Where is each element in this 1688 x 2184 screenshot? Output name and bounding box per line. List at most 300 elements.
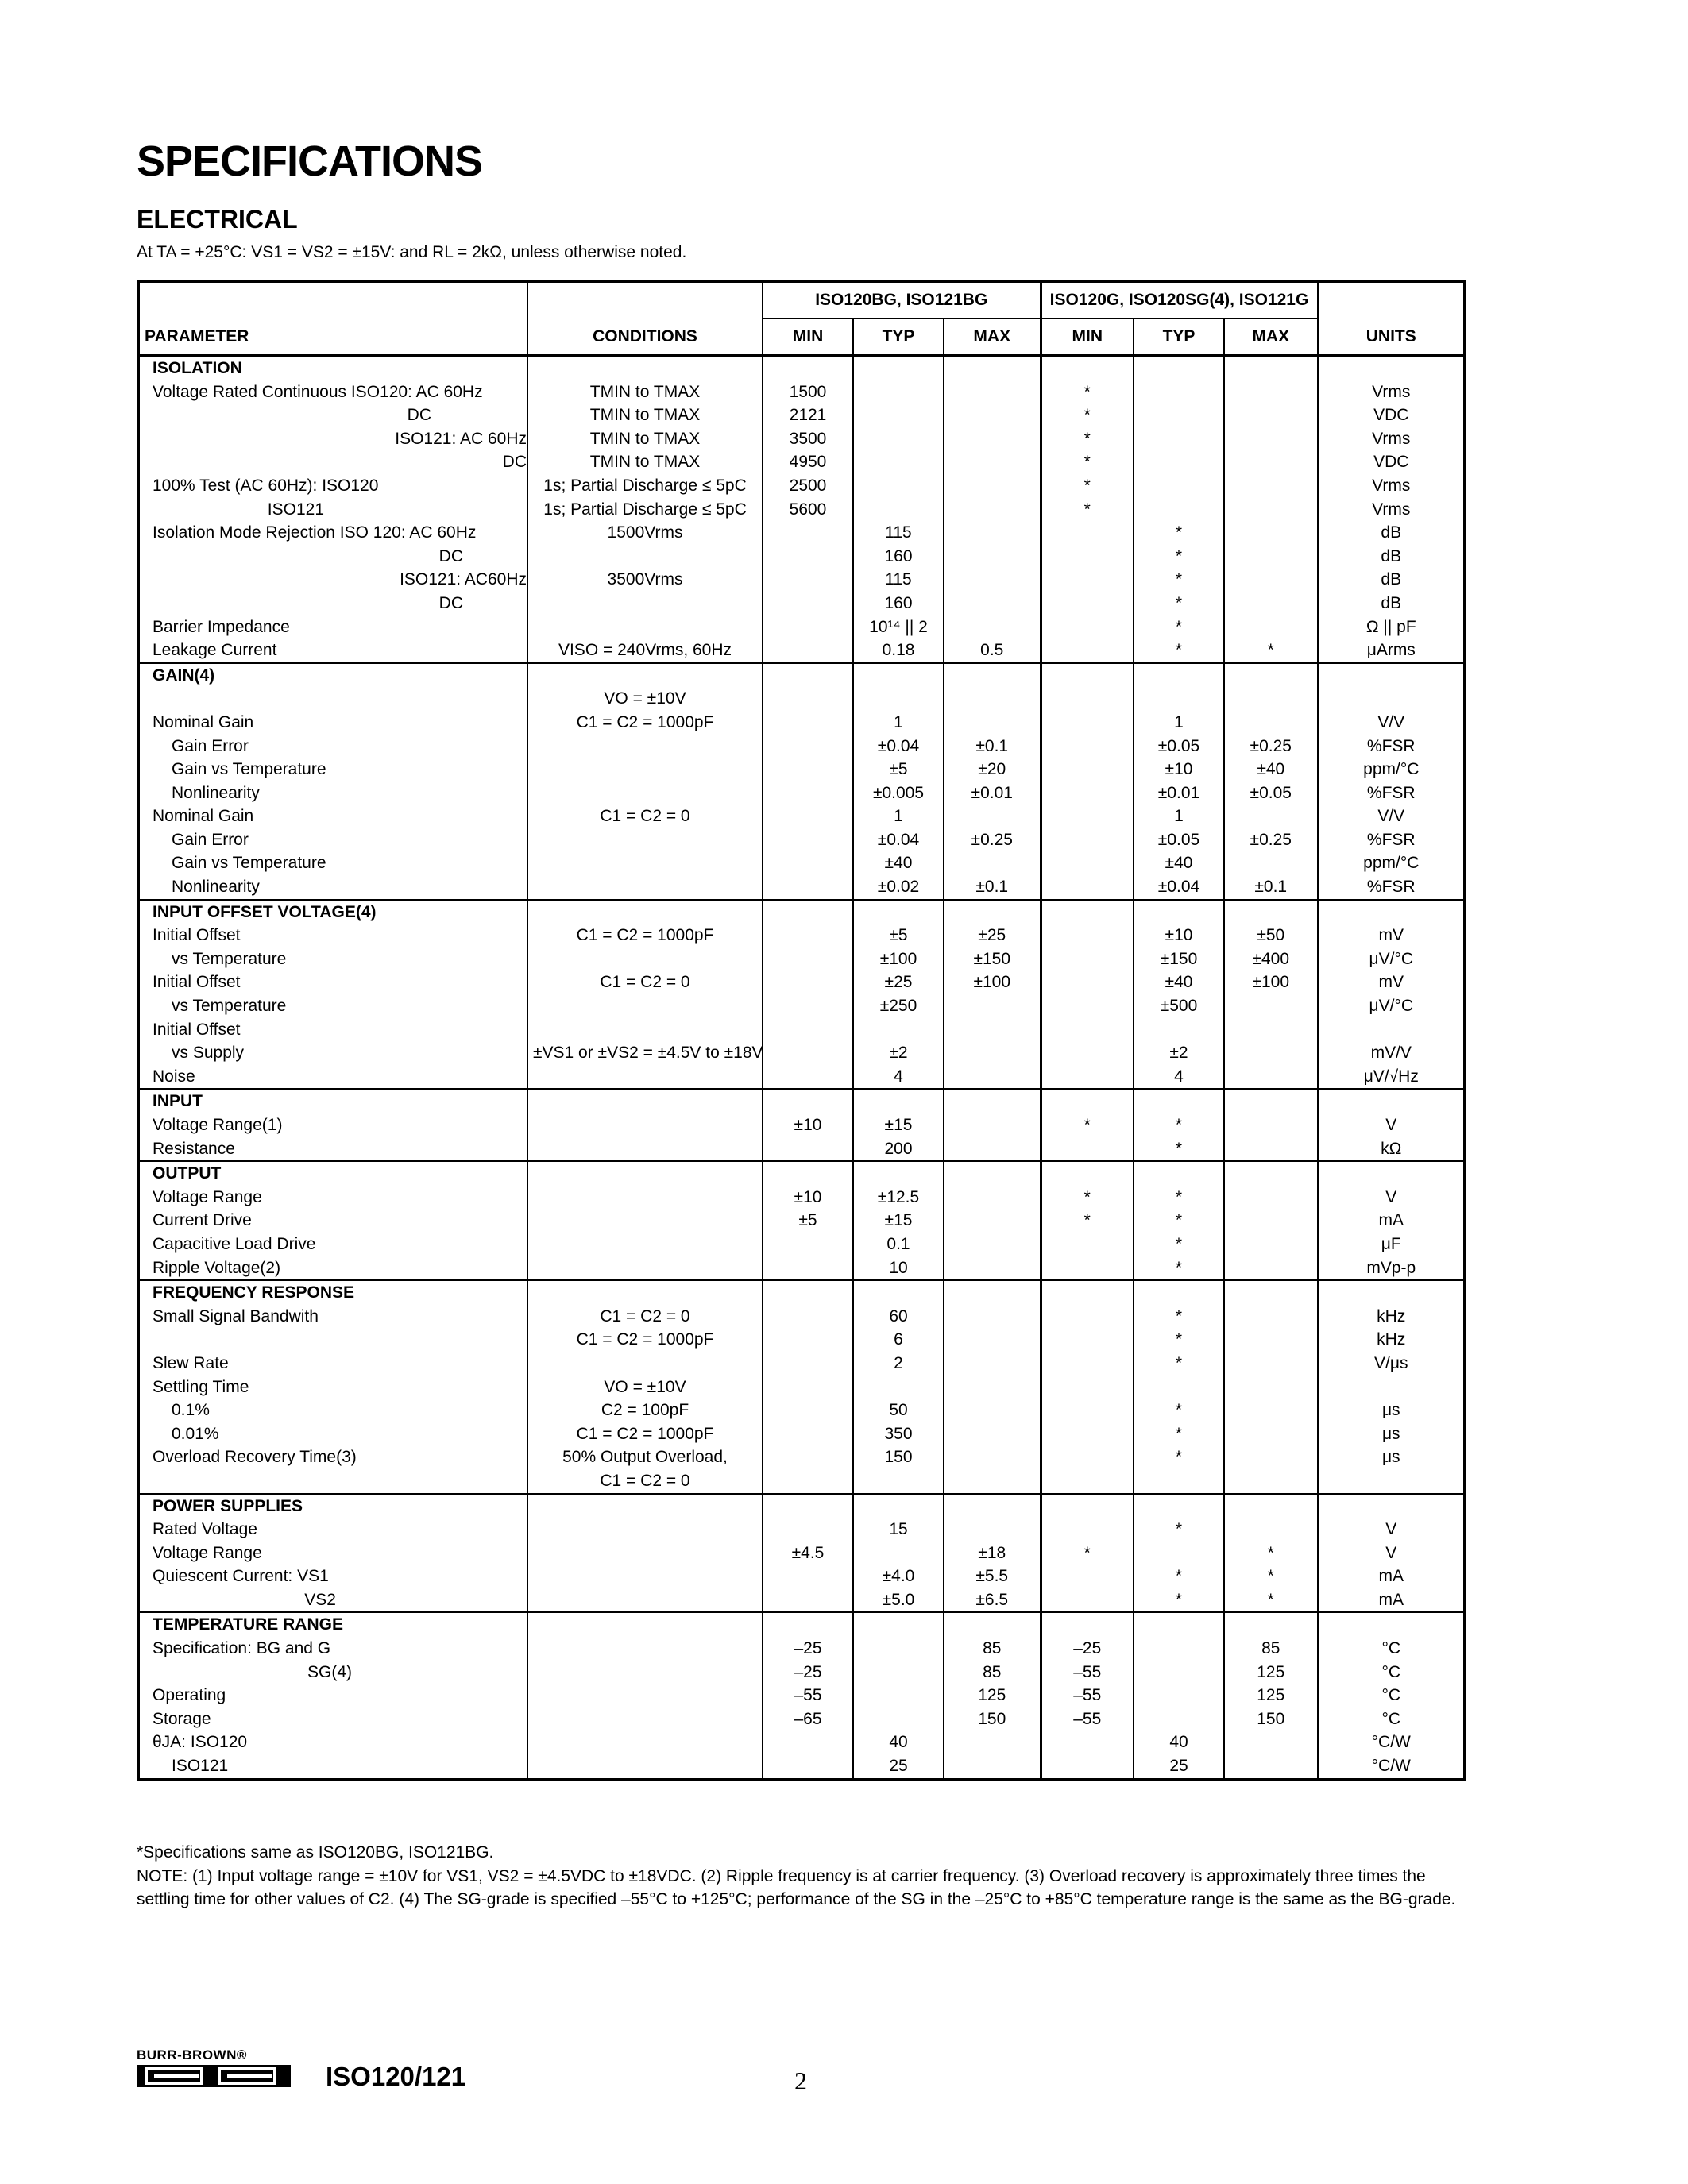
value-cell xyxy=(763,758,853,781)
value-cell xyxy=(1041,875,1134,900)
units-cell: Vrms xyxy=(1318,427,1465,451)
value-cell xyxy=(763,1754,853,1780)
value-cell: –25 xyxy=(763,1661,853,1684)
table-row xyxy=(138,781,1465,805)
value-cell xyxy=(763,1422,853,1446)
table-row xyxy=(138,1376,1465,1399)
param-label: Current Drive xyxy=(153,1211,252,1230)
col-header-min: MIN xyxy=(1041,318,1134,356)
param-label: Capacitive Load Drive xyxy=(153,1234,316,1253)
param-label: Small Signal Bandwith xyxy=(153,1306,319,1325)
condition-cell: C1 = C2 = 1000pF xyxy=(527,1328,763,1352)
value-cell xyxy=(763,1256,853,1281)
value-cell xyxy=(1224,1256,1318,1281)
value-cell: ±0.05 xyxy=(1134,735,1224,758)
units-cell: μArms xyxy=(1318,639,1465,663)
condition-cell xyxy=(527,781,763,805)
value-cell: 50 xyxy=(853,1399,944,1422)
value-cell xyxy=(944,1209,1041,1233)
value-cell: 2121 xyxy=(763,403,853,427)
value-cell xyxy=(1224,1422,1318,1446)
param-label: 0.1% xyxy=(172,1401,210,1420)
units-cell: V xyxy=(1318,1518,1465,1542)
value-cell xyxy=(944,615,1041,639)
value-cell xyxy=(763,994,853,1018)
value-cell xyxy=(1224,498,1318,522)
col-header-parameter: PARAMETER xyxy=(138,318,527,356)
param-label: Overload Recovery Time(3) xyxy=(153,1448,357,1467)
value-cell xyxy=(1041,1065,1134,1090)
value-cell xyxy=(1041,947,1134,971)
condition-cell: C1 = C2 = 0 xyxy=(527,970,763,994)
table-row xyxy=(138,615,1465,639)
section-title: OUTPUT xyxy=(153,1164,222,1183)
value-cell: ±40 xyxy=(1134,970,1224,994)
units-cell: ppm/°C xyxy=(1318,851,1465,875)
value-cell xyxy=(944,805,1041,828)
value-cell: ±0.05 xyxy=(1224,781,1318,805)
value-cell xyxy=(763,1328,853,1352)
table-row xyxy=(138,380,1465,404)
value-cell: * xyxy=(1041,474,1134,498)
value-cell: ±12.5 xyxy=(853,1186,944,1210)
value-cell xyxy=(944,851,1041,875)
value-cell xyxy=(1224,1186,1318,1210)
units-cell: kΩ xyxy=(1318,1137,1465,1162)
value-cell xyxy=(944,1137,1041,1162)
param-label xyxy=(138,1469,527,1494)
value-cell xyxy=(1041,1256,1134,1281)
table-row xyxy=(138,711,1465,735)
value-cell xyxy=(944,1352,1041,1376)
value-cell xyxy=(944,498,1041,522)
section-header-row xyxy=(138,1280,1465,1305)
units-cell: Vrms xyxy=(1318,498,1465,522)
value-cell: * xyxy=(1134,521,1224,545)
value-cell: * xyxy=(1134,1137,1224,1162)
table-row xyxy=(138,1422,1465,1446)
section-header-row xyxy=(138,900,1465,924)
value-cell: * xyxy=(1134,1209,1224,1233)
value-cell xyxy=(763,781,853,805)
value-cell xyxy=(1224,1305,1318,1329)
value-cell: ±0.25 xyxy=(944,828,1041,852)
value-cell xyxy=(1224,592,1318,615)
condition-cell xyxy=(527,1588,763,1613)
value-cell: * xyxy=(1134,1352,1224,1376)
value-cell: ±100 xyxy=(944,970,1041,994)
value-cell xyxy=(1134,427,1224,451)
value-cell: * xyxy=(1134,592,1224,615)
value-cell xyxy=(1134,1376,1224,1399)
condition-cell xyxy=(527,1113,763,1137)
table-row xyxy=(138,1113,1465,1137)
param-label: vs Temperature xyxy=(172,949,287,968)
section-header-row xyxy=(138,1089,1465,1113)
value-cell xyxy=(944,1113,1041,1137)
condition-cell: TMIN to TMAX xyxy=(527,403,763,427)
table-row xyxy=(138,875,1465,900)
value-cell xyxy=(1041,805,1134,828)
value-cell: * xyxy=(1134,1422,1224,1446)
value-cell xyxy=(944,1041,1041,1065)
value-cell xyxy=(1224,403,1318,427)
value-cell xyxy=(1224,615,1318,639)
value-cell: 0.18 xyxy=(853,639,944,663)
value-cell: 25 xyxy=(853,1754,944,1780)
value-cell xyxy=(1041,924,1134,947)
value-cell xyxy=(944,380,1041,404)
value-cell: * xyxy=(1134,545,1224,569)
value-cell xyxy=(944,687,1041,711)
value-cell: 2500 xyxy=(763,474,853,498)
value-cell xyxy=(944,1328,1041,1352)
units-cell xyxy=(1318,1376,1465,1399)
value-cell: ±0.1 xyxy=(1224,875,1318,900)
value-cell xyxy=(1224,1209,1318,1233)
units-cell: V/V xyxy=(1318,711,1465,735)
value-cell: ±2 xyxy=(853,1041,944,1065)
value-cell xyxy=(763,1588,853,1613)
value-cell: ±0.1 xyxy=(944,735,1041,758)
condition-cell xyxy=(527,1731,763,1754)
param-label: θJA: ISO120 xyxy=(153,1733,248,1752)
value-cell: ±25 xyxy=(944,924,1041,947)
value-cell xyxy=(1224,1754,1318,1780)
value-cell xyxy=(1041,521,1134,545)
notes xyxy=(137,1841,1463,1912)
units-cell: %FSR xyxy=(1318,875,1465,900)
value-cell xyxy=(1134,687,1224,711)
condition-cell: C1 = C2 = 1000pF xyxy=(527,711,763,735)
value-cell xyxy=(1041,851,1134,875)
table-row xyxy=(138,758,1465,781)
value-cell xyxy=(763,970,853,994)
value-cell xyxy=(853,1707,944,1731)
value-cell: ±10 xyxy=(1134,924,1224,947)
value-cell xyxy=(1224,1233,1318,1256)
value-cell xyxy=(944,1754,1041,1780)
param-label: Gain vs Temperature xyxy=(172,760,326,779)
value-cell xyxy=(1224,1113,1318,1137)
value-cell: 1500 xyxy=(763,380,853,404)
value-cell: ±5.5 xyxy=(944,1565,1041,1588)
condition-cell: 1s; Partial Discharge ≤ 5pC xyxy=(527,474,763,498)
param-label: Gain Error xyxy=(172,736,249,755)
condition-cell xyxy=(527,1707,763,1731)
units-cell: VDC xyxy=(1318,403,1465,427)
units-cell: %FSR xyxy=(1318,828,1465,852)
value-cell xyxy=(1134,498,1224,522)
value-cell: 1 xyxy=(853,711,944,735)
value-cell xyxy=(1134,1637,1224,1661)
value-cell xyxy=(1224,1018,1318,1042)
condition-cell: 50% Output Overload, xyxy=(527,1445,763,1469)
value-cell xyxy=(763,1018,853,1042)
param-label: Initial Offset xyxy=(153,1020,241,1039)
units-cell: °C xyxy=(1318,1661,1465,1684)
value-cell: ±40 xyxy=(1134,851,1224,875)
value-cell: * xyxy=(1041,1542,1134,1565)
value-cell xyxy=(944,994,1041,1018)
condition-cell xyxy=(527,615,763,639)
value-cell xyxy=(944,1256,1041,1281)
condition-cell xyxy=(527,994,763,1018)
condition-cell: VISO = 240Vrms, 60Hz xyxy=(527,639,763,663)
units-cell: kHz xyxy=(1318,1328,1465,1352)
section-header-row xyxy=(138,1494,1465,1518)
value-cell: * xyxy=(1134,1328,1224,1352)
brand-name: BURR-BROWN® xyxy=(137,2047,247,2062)
units-cell: mV/V xyxy=(1318,1041,1465,1065)
table-row xyxy=(138,1518,1465,1542)
section-header-row xyxy=(138,1161,1465,1186)
value-cell: 0.1 xyxy=(853,1233,944,1256)
param-label: Slew Rate xyxy=(153,1353,229,1372)
condition-cell xyxy=(527,851,763,875)
value-cell xyxy=(1224,474,1318,498)
value-cell: 5600 xyxy=(763,498,853,522)
table-row xyxy=(138,1328,1465,1352)
value-cell xyxy=(944,592,1041,615)
units-cell: Ω || pF xyxy=(1318,615,1465,639)
condition-cell: C1 = C2 = 1000pF xyxy=(527,1422,763,1446)
value-cell xyxy=(1041,1305,1134,1329)
value-cell xyxy=(1041,1376,1134,1399)
value-cell: ±100 xyxy=(1224,970,1318,994)
col-header-min: MIN xyxy=(763,318,853,356)
condition-cell: ±VS1 or ±VS2 = ±4.5V to ±18V xyxy=(527,1041,763,1065)
condition-cell xyxy=(527,1518,763,1542)
table-row xyxy=(138,639,1465,663)
units-cell: dB xyxy=(1318,568,1465,592)
value-cell xyxy=(763,639,853,663)
value-cell xyxy=(763,1399,853,1422)
value-cell: ±10 xyxy=(1134,758,1224,781)
value-cell xyxy=(944,1065,1041,1090)
value-cell xyxy=(853,498,944,522)
test-conditions-line: At TA = +25°C: VS1 = VS2 = ±15V: and RL = 2kΩ, unless otherwise noted. xyxy=(137,243,687,261)
value-cell: * xyxy=(1134,1588,1224,1613)
section-header-row xyxy=(138,1612,1465,1637)
param-label: Noise xyxy=(138,1065,527,1090)
units-cell: mVp-p xyxy=(1318,1256,1465,1281)
value-cell xyxy=(853,427,944,451)
table-row xyxy=(138,687,1465,711)
param-label: DC xyxy=(438,546,463,565)
value-cell: * xyxy=(1134,615,1224,639)
param-label: Voltage Range xyxy=(153,1187,262,1206)
units-cell: V xyxy=(1318,1113,1465,1137)
value-cell xyxy=(763,1731,853,1754)
table-row xyxy=(138,1209,1465,1233)
value-cell xyxy=(1041,1137,1134,1162)
value-cell: ±15 xyxy=(853,1209,944,1233)
value-cell: 1 xyxy=(853,805,944,828)
condition-cell xyxy=(527,828,763,852)
value-cell: * xyxy=(1134,639,1224,663)
param-label: Settling Time xyxy=(153,1377,249,1396)
value-cell xyxy=(1041,687,1134,711)
units-cell: VDC xyxy=(1318,450,1465,474)
table-row xyxy=(138,1305,1465,1329)
value-cell: 200 xyxy=(853,1137,944,1162)
condition-cell xyxy=(527,1065,763,1090)
value-cell xyxy=(1041,615,1134,639)
value-cell: 150 xyxy=(853,1445,944,1469)
value-cell xyxy=(944,1399,1041,1422)
units-cell: dB xyxy=(1318,545,1465,569)
table-row xyxy=(138,805,1465,828)
table-row xyxy=(138,568,1465,592)
value-cell xyxy=(1041,828,1134,852)
value-cell: ±100 xyxy=(853,947,944,971)
value-cell: 40 xyxy=(853,1731,944,1754)
value-cell xyxy=(1041,1565,1134,1588)
condition-cell xyxy=(527,1661,763,1684)
value-cell: * xyxy=(1041,450,1134,474)
table-row xyxy=(138,1256,1465,1281)
table-row xyxy=(138,1565,1465,1588)
value-cell xyxy=(1041,1518,1134,1542)
value-cell xyxy=(1134,1707,1224,1731)
value-cell xyxy=(1224,1328,1318,1352)
value-cell xyxy=(763,828,853,852)
param-label: Voltage Range xyxy=(153,1543,262,1562)
value-cell xyxy=(1224,427,1318,451)
value-cell: 85 xyxy=(1224,1637,1318,1661)
param-label: Initial Offset xyxy=(153,926,241,945)
value-cell xyxy=(763,1352,853,1376)
table-row xyxy=(138,1542,1465,1565)
param-label: Barrier Impedance xyxy=(153,617,290,636)
value-cell: * xyxy=(1134,1445,1224,1469)
param-label: Storage xyxy=(153,1709,211,1728)
condition-cell: C1 = C2 = 0 xyxy=(527,1305,763,1329)
note-same-as: *Specifications same as ISO120BG, ISO121BG. xyxy=(137,1843,494,1862)
value-cell: 115 xyxy=(853,521,944,545)
value-cell: ±4.0 xyxy=(853,1565,944,1588)
table-row xyxy=(138,970,1465,994)
condition-cell xyxy=(527,1018,763,1042)
value-cell xyxy=(1041,1352,1134,1376)
units-cell: mV xyxy=(1318,970,1465,994)
value-cell xyxy=(1041,711,1134,735)
value-cell: ±5 xyxy=(853,924,944,947)
units-cell: mA xyxy=(1318,1588,1465,1613)
units-cell: °C xyxy=(1318,1684,1465,1707)
value-cell: ±10 xyxy=(763,1186,853,1210)
param-label: Nonlinearity xyxy=(138,875,527,900)
value-cell: 125 xyxy=(944,1684,1041,1707)
param-label: Leakage Current xyxy=(138,639,527,663)
table-row xyxy=(138,1661,1465,1684)
value-cell xyxy=(944,1469,1041,1494)
part-number: ISO120/121 xyxy=(326,2062,466,2091)
value-cell xyxy=(1224,994,1318,1018)
section-title: INPUT OFFSET VOLTAGE(4) xyxy=(153,902,377,921)
param-label: Gain vs Temperature xyxy=(172,854,326,873)
value-cell xyxy=(1041,1588,1134,1613)
condition-cell: 1500Vrms xyxy=(527,521,763,545)
value-cell xyxy=(763,545,853,569)
value-cell xyxy=(1041,639,1134,663)
value-cell: ±0.01 xyxy=(944,781,1041,805)
units-cell: μF xyxy=(1318,1233,1465,1256)
value-cell xyxy=(944,521,1041,545)
condition-cell: VO = ±10V xyxy=(527,687,763,711)
section-header-row xyxy=(138,663,1465,688)
units-cell: μV/°C xyxy=(1318,947,1465,971)
condition-cell: TMIN to TMAX xyxy=(527,450,763,474)
table-row xyxy=(138,1186,1465,1210)
value-cell xyxy=(853,1469,944,1494)
value-cell xyxy=(853,403,944,427)
table-row xyxy=(138,1399,1465,1422)
value-cell: * xyxy=(1134,1399,1224,1422)
value-cell xyxy=(1041,1445,1134,1469)
burr-brown-logo xyxy=(137,2047,297,2087)
value-cell: ±0.1 xyxy=(944,875,1041,900)
table-row xyxy=(138,521,1465,545)
value-cell xyxy=(1224,1731,1318,1754)
section-subtitle: ELECTRICAL xyxy=(137,205,298,233)
table-row xyxy=(138,994,1465,1018)
param-label: Nominal Gain xyxy=(153,807,254,826)
value-cell xyxy=(1224,568,1318,592)
value-cell: ±20 xyxy=(944,758,1041,781)
units-cell: V/V xyxy=(1318,805,1465,828)
value-cell: –55 xyxy=(1041,1707,1134,1731)
value-cell: ±0.005 xyxy=(853,781,944,805)
param-label: Resistance xyxy=(138,1137,527,1162)
value-cell xyxy=(944,1518,1041,1542)
value-cell xyxy=(763,1041,853,1065)
value-cell xyxy=(1041,1754,1134,1780)
value-cell: –55 xyxy=(763,1684,853,1707)
value-cell xyxy=(1134,1018,1224,1042)
value-cell xyxy=(763,1518,853,1542)
table-row xyxy=(138,1041,1465,1065)
value-cell: 150 xyxy=(944,1707,1041,1731)
condition-cell xyxy=(527,1637,763,1661)
value-cell xyxy=(1224,851,1318,875)
value-cell: * xyxy=(1224,1588,1318,1613)
param-label: Quiescent Current: VS1 xyxy=(153,1567,329,1586)
value-cell: 4 xyxy=(853,1065,944,1090)
value-cell xyxy=(1134,1469,1224,1494)
value-cell: 125 xyxy=(1224,1661,1318,1684)
value-cell xyxy=(1134,380,1224,404)
value-cell xyxy=(944,1186,1041,1210)
table-row xyxy=(138,1637,1465,1661)
value-cell xyxy=(1224,687,1318,711)
value-cell xyxy=(1041,735,1134,758)
value-cell xyxy=(1224,450,1318,474)
value-cell: ±500 xyxy=(1134,994,1224,1018)
value-cell xyxy=(1224,545,1318,569)
table-row xyxy=(138,735,1465,758)
value-cell: * xyxy=(1134,1518,1224,1542)
units-cell: V xyxy=(1318,1542,1465,1565)
value-cell xyxy=(1041,1328,1134,1352)
page-title: SPECIFICATIONS xyxy=(137,137,483,185)
value-cell xyxy=(944,1018,1041,1042)
value-cell: 85 xyxy=(944,1637,1041,1661)
condition-cell: TMIN to TMAX xyxy=(527,380,763,404)
units-cell: %FSR xyxy=(1318,781,1465,805)
param-label: 0.01% xyxy=(172,1424,219,1443)
